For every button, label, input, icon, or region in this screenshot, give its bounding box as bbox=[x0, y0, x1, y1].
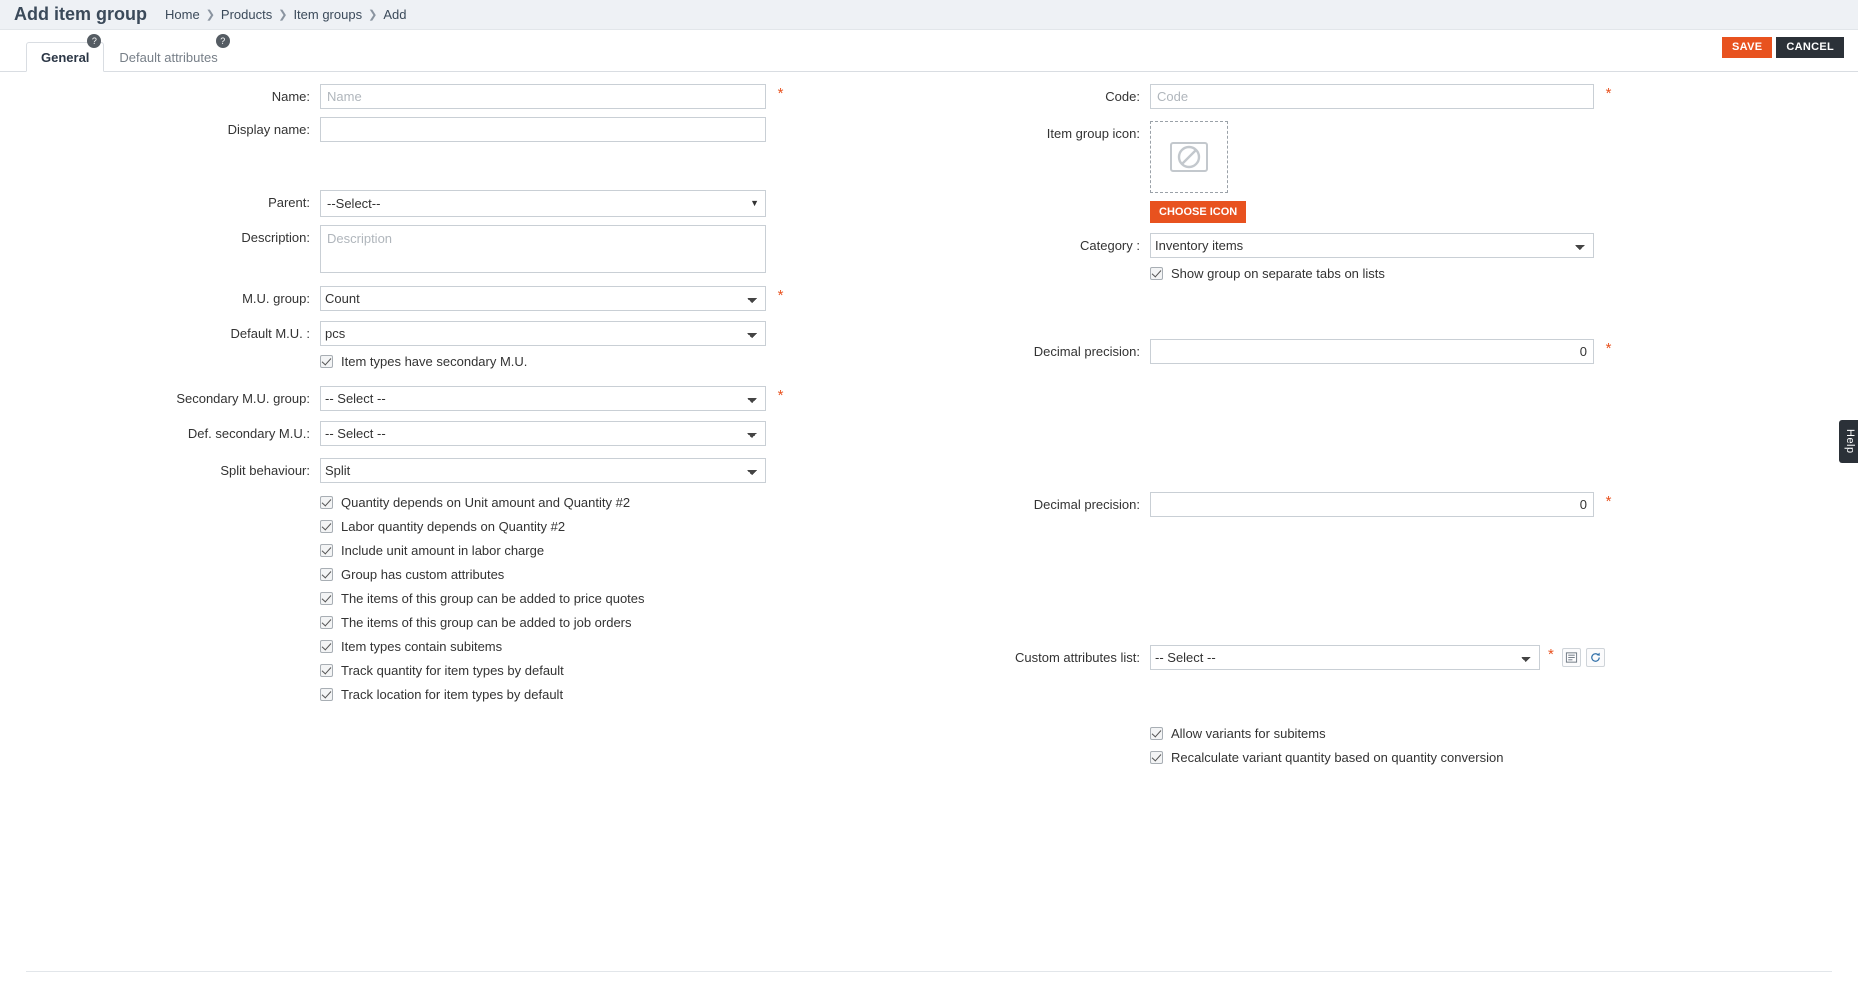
help-tab[interactable]: Help bbox=[1839, 420, 1858, 463]
checkbox-quantity-depends[interactable] bbox=[320, 495, 645, 510]
custom-attributes-list-label: Custom attributes list: bbox=[1015, 650, 1140, 665]
field-custom-attributes-list bbox=[890, 645, 1770, 670]
form-actions bbox=[1722, 37, 1844, 58]
secondary-mu-checkbox[interactable] bbox=[320, 355, 333, 368]
parent-label: Parent: bbox=[268, 195, 310, 210]
field-secondary-mu-checkbox bbox=[0, 354, 890, 378]
def-secondary-mu-select[interactable] bbox=[320, 421, 766, 446]
name-label: Name: bbox=[271, 89, 310, 104]
custom-attributes-list-required-marker: * bbox=[1548, 646, 1554, 663]
decimal-precision-1-input[interactable] bbox=[1150, 339, 1594, 364]
checkbox-group-has-custom-attributes[interactable] bbox=[320, 567, 645, 582]
field-item-group-icon bbox=[890, 121, 1770, 223]
field-decimal-precision-2 bbox=[890, 492, 1770, 517]
checkbox-labor-quantity-depends[interactable] bbox=[320, 519, 645, 534]
show-group-tabs-spacer bbox=[890, 266, 1150, 271]
breadcrumb-item-add: Add bbox=[383, 7, 407, 22]
no-image-icon bbox=[1166, 134, 1212, 180]
custom-attributes-list-select[interactable] bbox=[1150, 645, 1540, 670]
breadcrumb-separator-icon: ❯ bbox=[205, 9, 215, 21]
checkbox-labor-quantity-depends-box[interactable] bbox=[320, 520, 333, 533]
choose-icon-button[interactable]: CHOOSE ICON bbox=[1150, 201, 1246, 223]
tab-default-attributes-label: Default attributes bbox=[119, 50, 218, 65]
checkbox-allow-variants-box[interactable] bbox=[1150, 727, 1163, 740]
checkbox-add-to-job-orders-box[interactable] bbox=[320, 616, 333, 629]
breadcrumb-item-home[interactable]: Home bbox=[165, 7, 200, 22]
default-mu-label: Default M.U. : bbox=[230, 326, 310, 341]
category-label: Category : bbox=[1080, 238, 1140, 253]
field-parent bbox=[0, 190, 890, 217]
secondary-mu-group-label: Secondary M.U. group: bbox=[176, 391, 310, 406]
checkbox-track-location-label: Track location for item types by default bbox=[341, 687, 564, 702]
checkbox-track-quantity[interactable] bbox=[320, 663, 645, 678]
secondary-mu-checkbox-row[interactable] bbox=[320, 354, 527, 369]
item-group-icon-label: Item group icon: bbox=[1046, 126, 1140, 141]
form-content bbox=[0, 72, 1858, 984]
description-textarea[interactable] bbox=[320, 225, 766, 273]
field-mu-group bbox=[0, 286, 890, 311]
secondary-mu-group-select[interactable] bbox=[320, 386, 766, 411]
left-checkbox-group bbox=[0, 495, 890, 711]
field-description bbox=[0, 225, 890, 276]
display-name-input[interactable] bbox=[320, 117, 766, 142]
checkbox-quantity-depends-label: Quantity depends on Unit amount and Quantity #2 bbox=[341, 495, 631, 510]
checkbox-show-group-tabs-label: Show group on separate tabs on lists bbox=[1171, 266, 1385, 281]
decimal-precision-1-label: Decimal precision: bbox=[1033, 344, 1140, 359]
checkbox-labor-quantity-depends-label: Labor quantity depends on Quantity #2 bbox=[341, 519, 566, 534]
code-input[interactable] bbox=[1150, 84, 1594, 109]
field-default-mu bbox=[0, 321, 890, 346]
breadcrumb-item-products[interactable]: Products bbox=[220, 7, 273, 22]
field-secondary-mu-group bbox=[0, 386, 890, 411]
field-decimal-precision-1 bbox=[890, 339, 1770, 364]
page-header bbox=[0, 0, 1858, 30]
split-behaviour-label: Split behaviour: bbox=[220, 463, 310, 478]
breadcrumb bbox=[165, 7, 406, 22]
decimal-precision-2-input[interactable] bbox=[1150, 492, 1594, 517]
cancel-button[interactable]: CANCEL bbox=[1776, 37, 1844, 58]
checkbox-group-has-custom-attributes-box[interactable] bbox=[320, 568, 333, 581]
tab-general-label: General bbox=[41, 50, 90, 65]
checkbox-add-to-price-quotes[interactable] bbox=[320, 591, 645, 606]
mu-group-required-marker: * bbox=[777, 287, 784, 304]
field-def-secondary-mu bbox=[0, 421, 890, 446]
checkbox-track-quantity-box[interactable] bbox=[320, 664, 333, 677]
tab-default-attributes-help-badge[interactable]: ? bbox=[216, 34, 230, 48]
page-title: Add item group bbox=[14, 4, 147, 24]
right-checkbox-group-spacer bbox=[890, 726, 1150, 731]
checkbox-track-quantity-label: Track quantity for item types by default bbox=[341, 663, 564, 678]
field-name bbox=[0, 84, 890, 109]
decimal-precision-2-label: Decimal precision: bbox=[1033, 497, 1140, 512]
left-column bbox=[0, 84, 890, 782]
decimal-precision-2-required-marker: * bbox=[1605, 493, 1612, 510]
tab-general-help-badge[interactable]: ? bbox=[87, 34, 101, 48]
footer-divider bbox=[26, 971, 1832, 972]
left-checkbox-group-spacer bbox=[0, 495, 320, 500]
checkbox-show-group-tabs-box[interactable] bbox=[1150, 267, 1163, 280]
field-category bbox=[890, 233, 1770, 258]
name-input[interactable] bbox=[320, 84, 766, 109]
tab-bar bbox=[0, 30, 1858, 72]
field-show-group-tabs bbox=[890, 266, 1770, 290]
checkbox-show-group-tabs[interactable] bbox=[1150, 266, 1385, 281]
code-required-marker: * bbox=[1605, 85, 1612, 102]
checkbox-track-location-box[interactable] bbox=[320, 688, 333, 701]
checkbox-recalculate-variant-quantity-label: Recalculate variant quantity based on quantity conversion bbox=[1171, 750, 1504, 765]
decimal-precision-1-required-marker: * bbox=[1605, 340, 1612, 357]
checkbox-include-unit-amount[interactable] bbox=[320, 543, 645, 558]
item-group-icon-preview[interactable] bbox=[1150, 121, 1228, 193]
secondary-mu-checkbox-label: Item types have secondary M.U. bbox=[341, 354, 528, 369]
checkbox-recalculate-variant-quantity[interactable] bbox=[1150, 750, 1503, 765]
tab-default-attributes[interactable] bbox=[104, 36, 232, 72]
checkbox-add-to-price-quotes-box[interactable] bbox=[320, 592, 333, 605]
chevron-down-icon: ▼ bbox=[750, 198, 759, 208]
mu-group-select[interactable] bbox=[320, 286, 766, 311]
custom-attributes-actions bbox=[1562, 648, 1605, 667]
checkbox-track-location[interactable] bbox=[320, 687, 645, 702]
field-display-name bbox=[0, 117, 890, 142]
right-checkbox-group bbox=[890, 726, 1770, 774]
description-label: Description: bbox=[241, 230, 310, 245]
checkbox-include-unit-amount-box[interactable] bbox=[320, 544, 333, 557]
split-behaviour-select[interactable] bbox=[320, 458, 766, 483]
mu-group-label: M.U. group: bbox=[242, 291, 310, 306]
parent-select[interactable] bbox=[320, 190, 766, 217]
checkbox-recalculate-variant-quantity-box[interactable] bbox=[1150, 751, 1163, 764]
checkbox-item-types-contain-subitems[interactable] bbox=[320, 639, 645, 654]
parent-select-value: --Select-- bbox=[327, 196, 381, 211]
checkbox-allow-variants[interactable] bbox=[1150, 726, 1503, 741]
checkbox-item-types-contain-subitems-box[interactable] bbox=[320, 640, 333, 653]
checkbox-add-to-job-orders[interactable] bbox=[320, 615, 645, 630]
breadcrumb-separator-icon: ❯ bbox=[278, 9, 288, 21]
field-code bbox=[890, 84, 1770, 109]
default-mu-select[interactable] bbox=[320, 321, 766, 346]
checkbox-include-unit-amount-label: Include unit amount in labor charge bbox=[341, 543, 545, 558]
name-required-marker: * bbox=[777, 85, 784, 102]
code-label: Code: bbox=[1105, 89, 1140, 104]
category-select[interactable] bbox=[1150, 233, 1594, 258]
checkbox-add-to-price-quotes-label: The items of this group can be added to price quotes bbox=[341, 591, 645, 606]
tab-general[interactable] bbox=[26, 36, 104, 72]
left-spacer bbox=[0, 150, 890, 190]
field-split-behaviour bbox=[0, 458, 890, 483]
checkbox-group-has-custom-attributes-label: Group has custom attributes bbox=[341, 567, 505, 582]
save-button[interactable]: SAVE bbox=[1722, 37, 1772, 58]
breadcrumb-item-item-groups[interactable]: Item groups bbox=[293, 7, 363, 22]
breadcrumb-separator-icon: ❯ bbox=[368, 9, 378, 21]
def-secondary-mu-label: Def. secondary M.U.: bbox=[187, 426, 310, 441]
checkbox-add-to-job-orders-label: The items of this group can be added to job orders bbox=[341, 615, 632, 630]
secondary-mu-checkbox-spacer bbox=[0, 354, 320, 359]
checkbox-quantity-depends-box[interactable] bbox=[320, 496, 333, 509]
right-column bbox=[890, 84, 1770, 782]
checkbox-item-types-contain-subitems-label: Item types contain subitems bbox=[341, 639, 503, 654]
refresh-icon[interactable] bbox=[1586, 648, 1605, 667]
edit-attributes-icon[interactable] bbox=[1562, 648, 1581, 667]
display-name-label: Display name: bbox=[227, 122, 310, 137]
secondary-mu-group-required-marker: * bbox=[777, 387, 784, 404]
checkbox-allow-variants-label: Allow variants for subitems bbox=[1171, 726, 1326, 741]
